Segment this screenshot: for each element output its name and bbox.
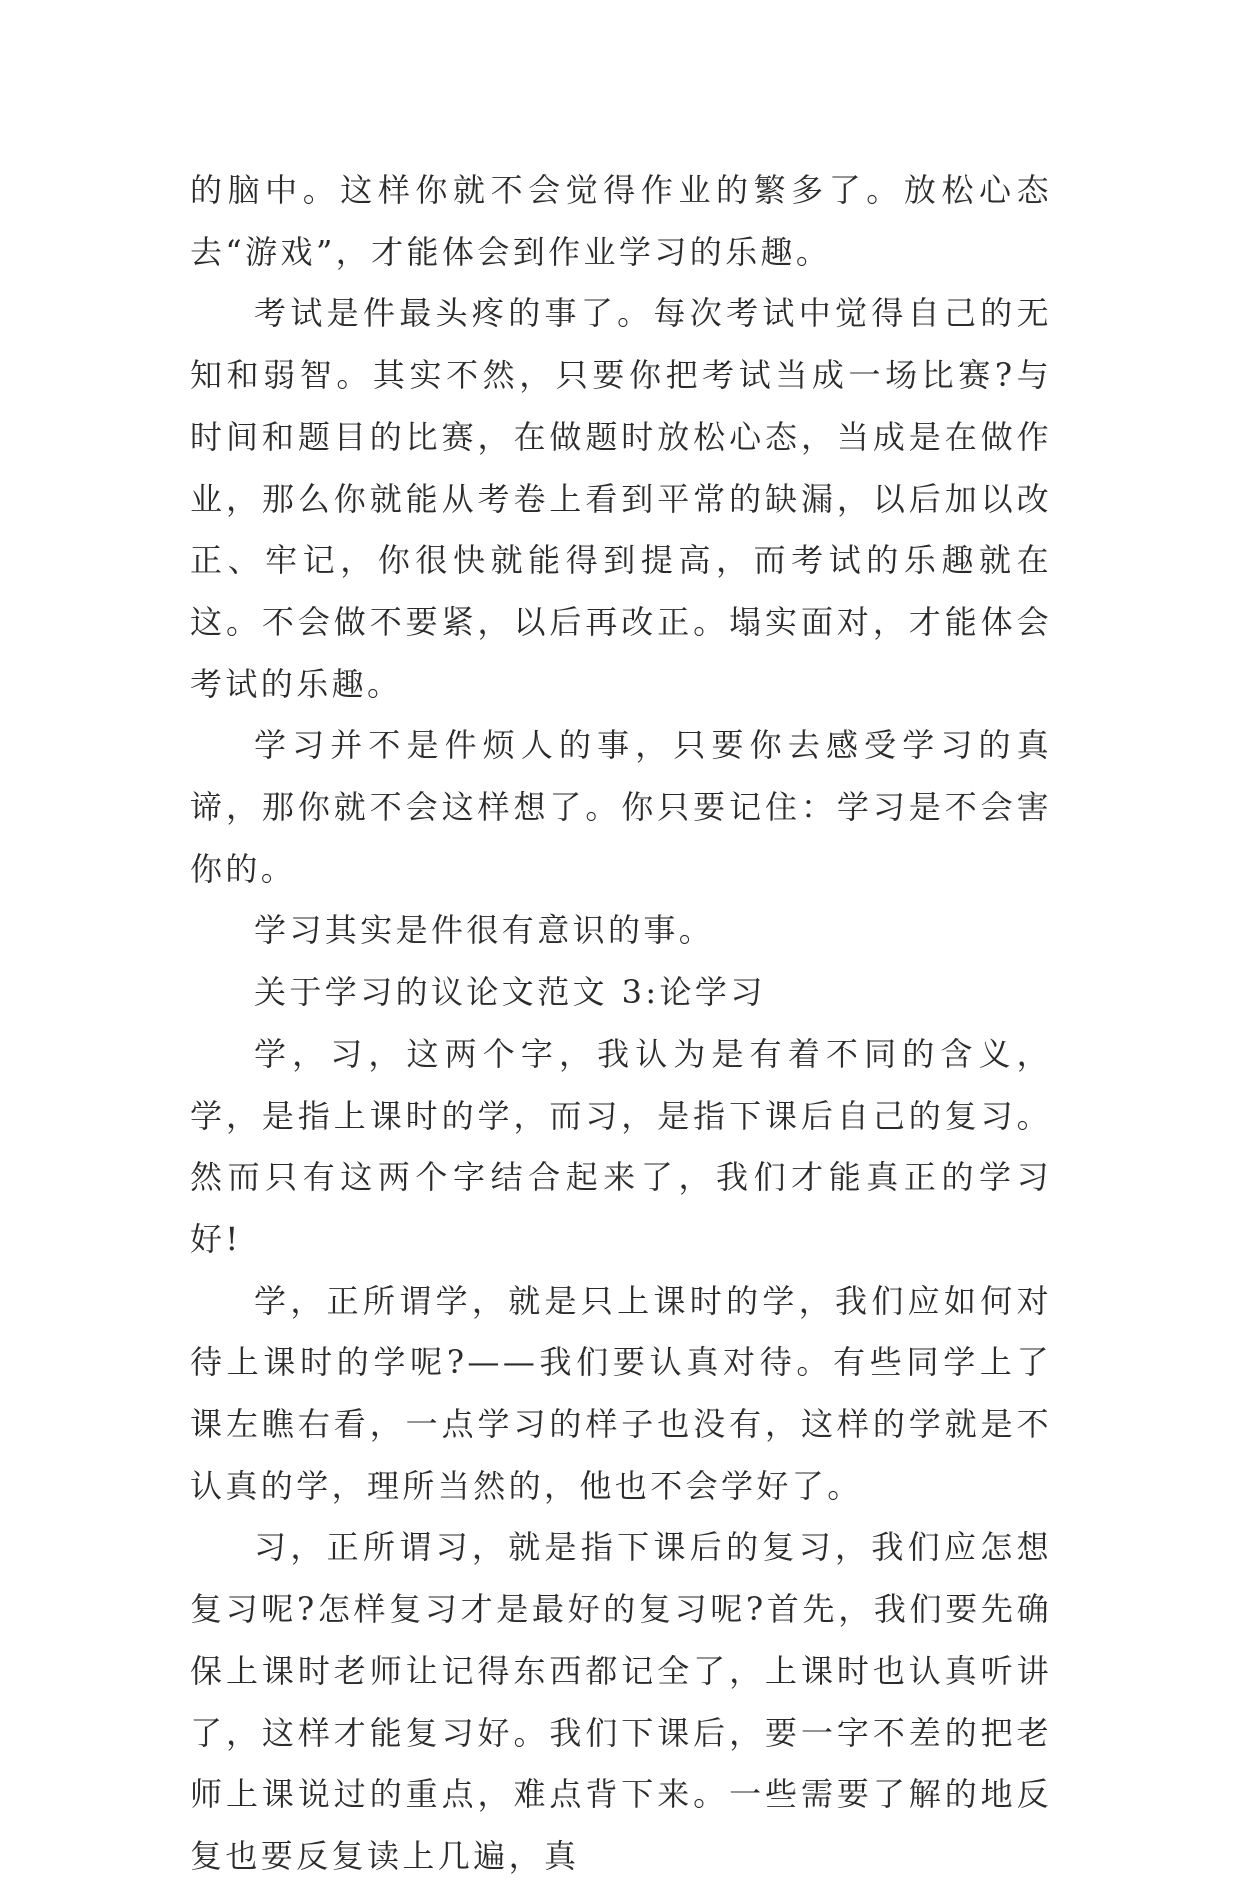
paragraph-exam: 考试是件最头疼的事了。每次考试中觉得自己的无知和弱智。其实不然，只要你把考试当成一场比赛?与时间和题目的比赛，在做题时放松心态，当成是在做作业，那么你就能从考卷上看到平常的缺漏，以后加以改正、牢记，你很快就能得到提高，而考试的乐趣就在这。不会做不要紧，以后再改正。塌实面对，才能体会考试的乐趣。 bbox=[190, 294, 1052, 703]
paragraph-continuation: 的脑中。这样你就不会觉得作业的繁多了。放松心态去“游戏”，才能体会到作业学习的乐趣。 bbox=[190, 171, 1052, 271]
paragraph-study-meaningful: 学习其实是件很有意识的事。 bbox=[254, 911, 715, 950]
paragraph-xue-xi-meaning: 学，习，这两个字，我认为是有着不同的含义，学，是指上课时的学，而习，是指下课后自己的复习。然而只有这两个字结合起来了，我们才能真正的学习好! bbox=[190, 1034, 1052, 1258]
paragraph-xue: 学，正所谓学，就是只上课时的学，我们应如何对待上课时的学呢?——我们要认真对待。有些同学上了课左瞧右看，一点学习的样子也没有，这样的学就是不认真的学，理所当然的，他也不会学好了。 bbox=[190, 1281, 1052, 1505]
paragraph-study-not-annoying: 学习并不是件烦人的事，只要你去感受学习的真谛，那你就不会这样想了。你只要记住：学习是不会害你的。 bbox=[190, 726, 1052, 888]
section-heading: 关于学习的议论文范文 3:论学习 bbox=[254, 973, 766, 1012]
paragraph-xi: 习，正所谓习，就是指下课后的复习，我们应怎想复习呢?怎样复习才是最好的复习呢?首先，我们要先确保上课时老师让记得东西都记全了，上课时也认真听讲了，这样才能复习好。我们下课后，要一字不差的把老师上课说过的重点，难点背下来。一些需要了解的地反复也要反复读上几遍，真 bbox=[190, 1528, 1052, 1875]
document-body bbox=[190, 160, 1052, 1888]
